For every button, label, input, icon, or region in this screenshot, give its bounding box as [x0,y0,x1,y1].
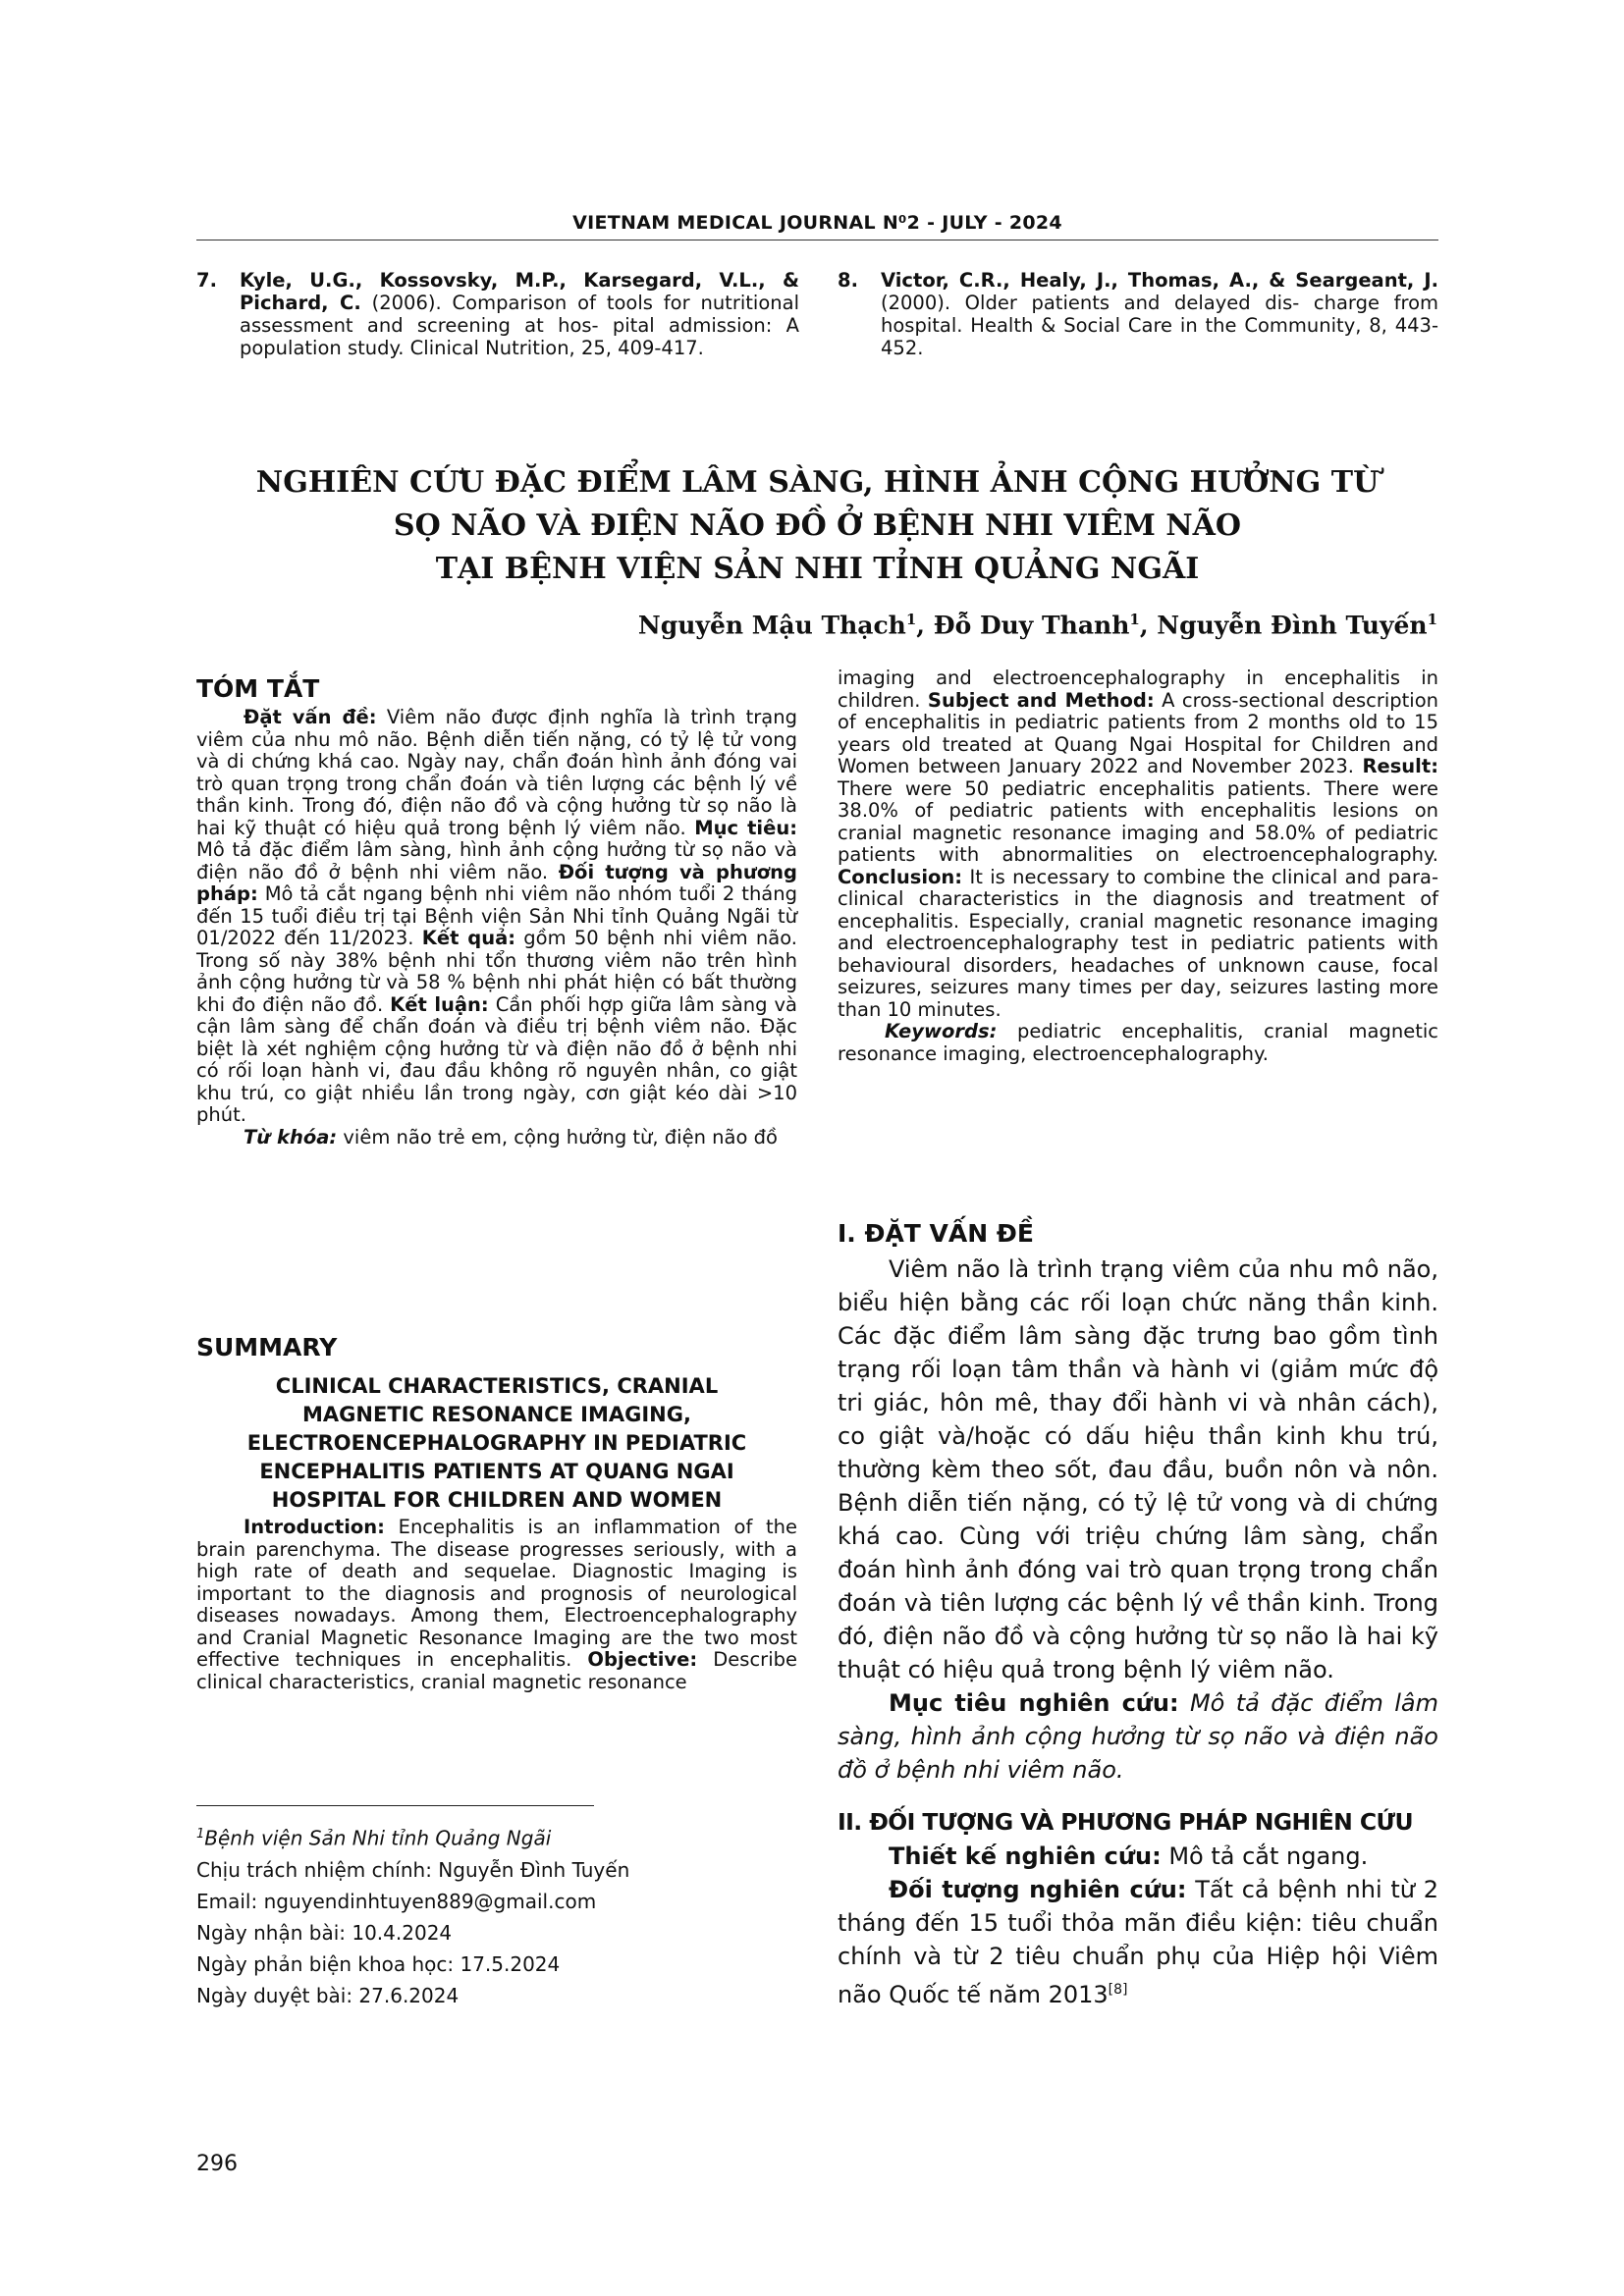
footnote-divider [196,1805,594,1806]
label: Conclusion: [838,865,963,888]
section2-body: Thiết kế nghiên cứu: Mô tả cắt ngang. Đối tượng nghiên cứu: Tất cả bệnh nhi từ 2 tháng đến 15 tuổi thỏa mãn điều kiện: tiêu chuẩn chính và từ 2 tiêu chuẩn phụ của Hiệp hội Viêm não Quốc tế năm 2013[8] [838,1842,1439,2008]
title-line: SỌ NÃO VÀ ĐIỆN NÃO ĐỒ Ở BỆNH NHI VIÊM NÃO [393,508,1242,543]
reference-text: (2006). Comparison of tools for nutritional assessment and screening at hos- pital admission: A population study. Clinical Nutrition, 25, 409-417. [240,292,799,359]
tom-tat-heading: TÓM TẮT [196,674,320,703]
author-name: Nguyễn Đình Tuyến [1157,611,1428,640]
author-affiliation: 1 [1129,611,1140,628]
author-name: Nguyễn Mậu Thạch [637,611,906,640]
label: Đặt vấn đề: [244,706,377,728]
accepted-date: Ngày duyệt bài: 27.6.2024 [196,1983,460,2007]
label: Kết luận: [390,992,489,1016]
summary-body-left: Introduction: Encephalitis is an inflammation of the brain parenchyma. The disease progresses seriously, with a high rate of death and sequelae. Diagnostic Imaging is important to the diagnosis and prognosis of neurological diseases nowadays. Among them, Electroencephalography and Cranial Magnetic Resonance Imaging are the two most effective techniques in encephalitis. Objective: Describe clinical characteristics, cranial magnetic resonance [196,1516,797,1693]
summary-heading: SUMMARY [196,1333,338,1362]
reference-authors: Victor, C.R., Healy, J., Thomas, A., & Seargeant, J. [881,269,1438,292]
author-list: Nguyễn Mậu Thạch$^1$, Đỗ Duy Thanh$^1$, Nguyễn Đình Tuyến$^1$ [637,611,1437,640]
label: Đối tượng và phương pháp: [196,860,797,905]
received-date: Ngày nhận bài: 10.4.2024 [196,1920,453,1945]
reference-number: 8. [838,269,858,292]
title-line: NGHIÊN CỨU ĐẶC ĐIỂM LÂM SÀNG, HÌNH ẢNH CỘNG HƯỞNG TỪ [255,465,1380,500]
label: Subject and Method: [927,688,1155,712]
section1-heading: I. ĐẶT VẤN ĐỀ [838,1219,1034,1248]
corresponding-author: Chịu trách nhiệm chính: Nguyễn Đình Tuyến [196,1857,630,1882]
tom-tat-body: Đặt vấn đề: Viêm não được định nghĩa là trình trạng viêm của nhu mô não. Bệnh diễn tiến nặng, có tỷ lệ tử vong và di chứng khá cao. Ngày nay, chẩn đoán hình ảnh đóng vai trò quan trọng trong chẩn đoán và tiên lượng các bệnh lý về thần kinh. Trong đó, điện não đồ và cộng hưởng từ sọ não là hai kỹ thuật có hiệu quả trong bệnh lý viêm não. Mục tiêu: Mô tả đặc điểm lâm sàng, hình ảnh cộng hưởng từ sọ não và điện não đồ ở bệnh nhi viêm não. Đối tượng và phương pháp: Mô tả cắt ngang bệnh nhi viêm não nhóm tuổi 2 tháng đến 15 tuổi điều trị tại Bệnh viện Sản Nhi tỉnh Quảng Ngãi từ 01/2022 đến 11/2023. Kết quả: gồm 50 bệnh nhi viêm não. Trong số này 38% bệnh nhi tổn thương viêm não trên hình ảnh cộng hưởng từ và 58 % bệnh nhi phát hiện có bất thường khi đo điện não đồ. Kết luận: Cần phối hợp giữa lâm sàng và cận lâm sàng để chẩn đoán và điều trị bệnh viêm não. Đặc biệt là xét nghiệm cộng hưởng từ và điện não đồ ở bệnh nhi có rối loạn hành vi, đau đầu không rõ nguyên nhân, co giật khu trú, co giật nhiều lần trong ngày, cơn giật kéo dài >10 phút. Từ khóa: viêm não trẻ em, cộng hưởng từ, điện não đồ [196,706,798,1148]
reference-8 [838,269,1438,359]
label: Kết quả: [421,927,516,949]
citation: [8] [1108,1982,1128,1998]
email: Email: nguyendinhtuyen889@gmail.com [196,1889,597,1913]
title-line: TẠI BỆNH VIỆN SẢN NHI TỈNH QUẢNG NGÃI [435,552,1200,586]
label: Mục tiêu: [694,816,798,839]
keywords-label: Từ khóa: [244,1125,338,1148]
author-affiliation: 1 [905,611,917,628]
author-name: Đỗ Duy Thanh [933,611,1130,640]
page-number: 296 [196,2152,238,2176]
label: Đối tượng nghiên cứu: [889,1876,1187,1903]
label: Objective: [587,1648,698,1671]
label: Introduction: [244,1516,385,1538]
label: Result: [1362,755,1438,777]
section2-heading: II. ĐỐI TƯỢNG VÀ PHƯƠNG PHÁP NGHIÊN CỨU [838,1808,1413,1836]
affiliation: Bệnh viện Sản Nhi tỉnh Quảng Ngãi [204,1826,552,1850]
footnote: $^1$Bệnh viện Sản Nhi tỉnh Quảng Ngãi Chịu trách nhiệm chính: Nguyễn Đình Tuyến Email: nguyendinhtuyen889@gmail.com Ngày nhận bài: 10.4.2024 Ngày phản biện khoa học: 17.5.2024 Ngày duyệt bài: 27.6.2024 [196,1819,797,2011]
article-title [196,461,1438,591]
paragraph: Viêm não là trình trạng viêm của nhu mô não, biểu hiện bằng các rối loạn chức năng thần kinh. Các đặc điểm lâm sàng đặc trưng bao gồm tình trạng rối loạn tâm thần và hành vi (giảm mức độ tri giác, hôn mê, thay đổi hành vi và nhân cách), co giật và/hoặc có dấu hiệu thần kinh khu trú, thường kèm theo sốt, đau đầu, buồn nôn và nôn. Bệnh diễn tiến nặng, có tỷ lệ tử vong và di chứng khá cao. Cùng với triệu chứng lâm sàng, chẩn đoán hình ảnh đóng vai trò quan trọng trong chẩn đoán và tiên lượng các bệnh lý về thần kinh. Trong đó, điện não đồ và cộng hưởng từ sọ não là hai kỹ thuật có hiệu quả trong bệnh lý viêm não. [838,1255,1438,1683]
label: Thiết kế nghiên cứu: [889,1842,1162,1870]
keywords-label: Keywords: [885,1020,998,1042]
reference-authors: Kyle, U.G., Kossovsky, M.P., Karsegard, V.L., & Pichard, C. [240,269,799,314]
reviewed-date: Ngày phản biện khoa học: 17.5.2024 [196,1951,561,1976]
reference-number: 7. [196,269,217,292]
reference-text: (2000). Older patients and delayed dis- charge from hospital. Health & Social Care in the Community, 8, 443-452. [881,292,1438,359]
journal-header: VIETNAM MEDICAL JOURNAL N⁰2 - JULY - 2024 [572,212,1062,234]
summary-body-right: imaging and electroencephalography in encephalitis in children. Subject and Method: A cross-sectional description of encephalitis in pediatric patients from 2 months old to 15 years old treated at Quang Ngai Hospital for Children and Women between January 2022 and November 2023. Result: There were 50 pediatric encephalitis patients. There were 38.0% of pediatric patients with encephalitis lesions on cranial magnetic resonance imaging and 58.0% of pediatric patients with abnormalities on electroencephalography. Conclusion: It is necessary to combine the clinical and para-clinical characteristics in the diagnosis and treatment of encephalitis. Especially, cranial magnetic resonance imaging and electroencephalography test in pediatric patients with behavioural disorders, headaches of unknown cause, focal seizures, seizures many times per day, seizures lasting more than 10 minutes. Keywords: pediatric encephalitis, cranial magnetic resonance imaging, electroencephalography. [838,667,1438,1065]
reference-7 [196,269,799,359]
author-affiliation: 1 [1427,611,1437,628]
label: Mục tiêu nghiên cứu: [889,1689,1179,1717]
section1-body: Viêm não là trình trạng viêm của nhu mô não, biểu hiện bằng các rối loạn chức năng thần kinh. Các đặc điểm lâm sàng đặc trưng bao gồm tình trạng rối loạn tâm thần và hành vi (giảm mức độ tri giác, hôn mê, thay đổi hành vi và nhân cách), co giật và/hoặc có dấu hiệu thần kinh khu trú, thường kèm theo sốt, đau đầu, buồn nôn và nôn. Bệnh diễn tiến nặng, có tỷ lệ tử vong và di chứng khá cao. Cùng với triệu chứng lâm sàng, chẩn đoán hình ảnh đóng vai trò quan trọng trong chẩn đoán và tiên lượng các bệnh lý về thần kinh. Trong đó, điện não đồ và cộng hưởng từ sọ não là hai kỹ thuật có hiệu quả trong bệnh lý viêm não. Mục tiêu nghiên cứu: Mô tả đặc điểm lâm sàng, hình ảnh cộng hưởng từ sọ não và điện não đồ ở bệnh nhi viêm não. [838,1253,1438,1787]
summary-title: CLINICAL CHARACTERISTICS, CRANIAL MAGNETIC RESONANCE IMAGING, ELECTROENCEPHALOGRAPHY IN PEDIATRIC ENCEPHALITIS PATIENTS AT QUANG NGAI HOSPITAL FOR CHILDREN AND WOMEN [246,1374,747,1512]
